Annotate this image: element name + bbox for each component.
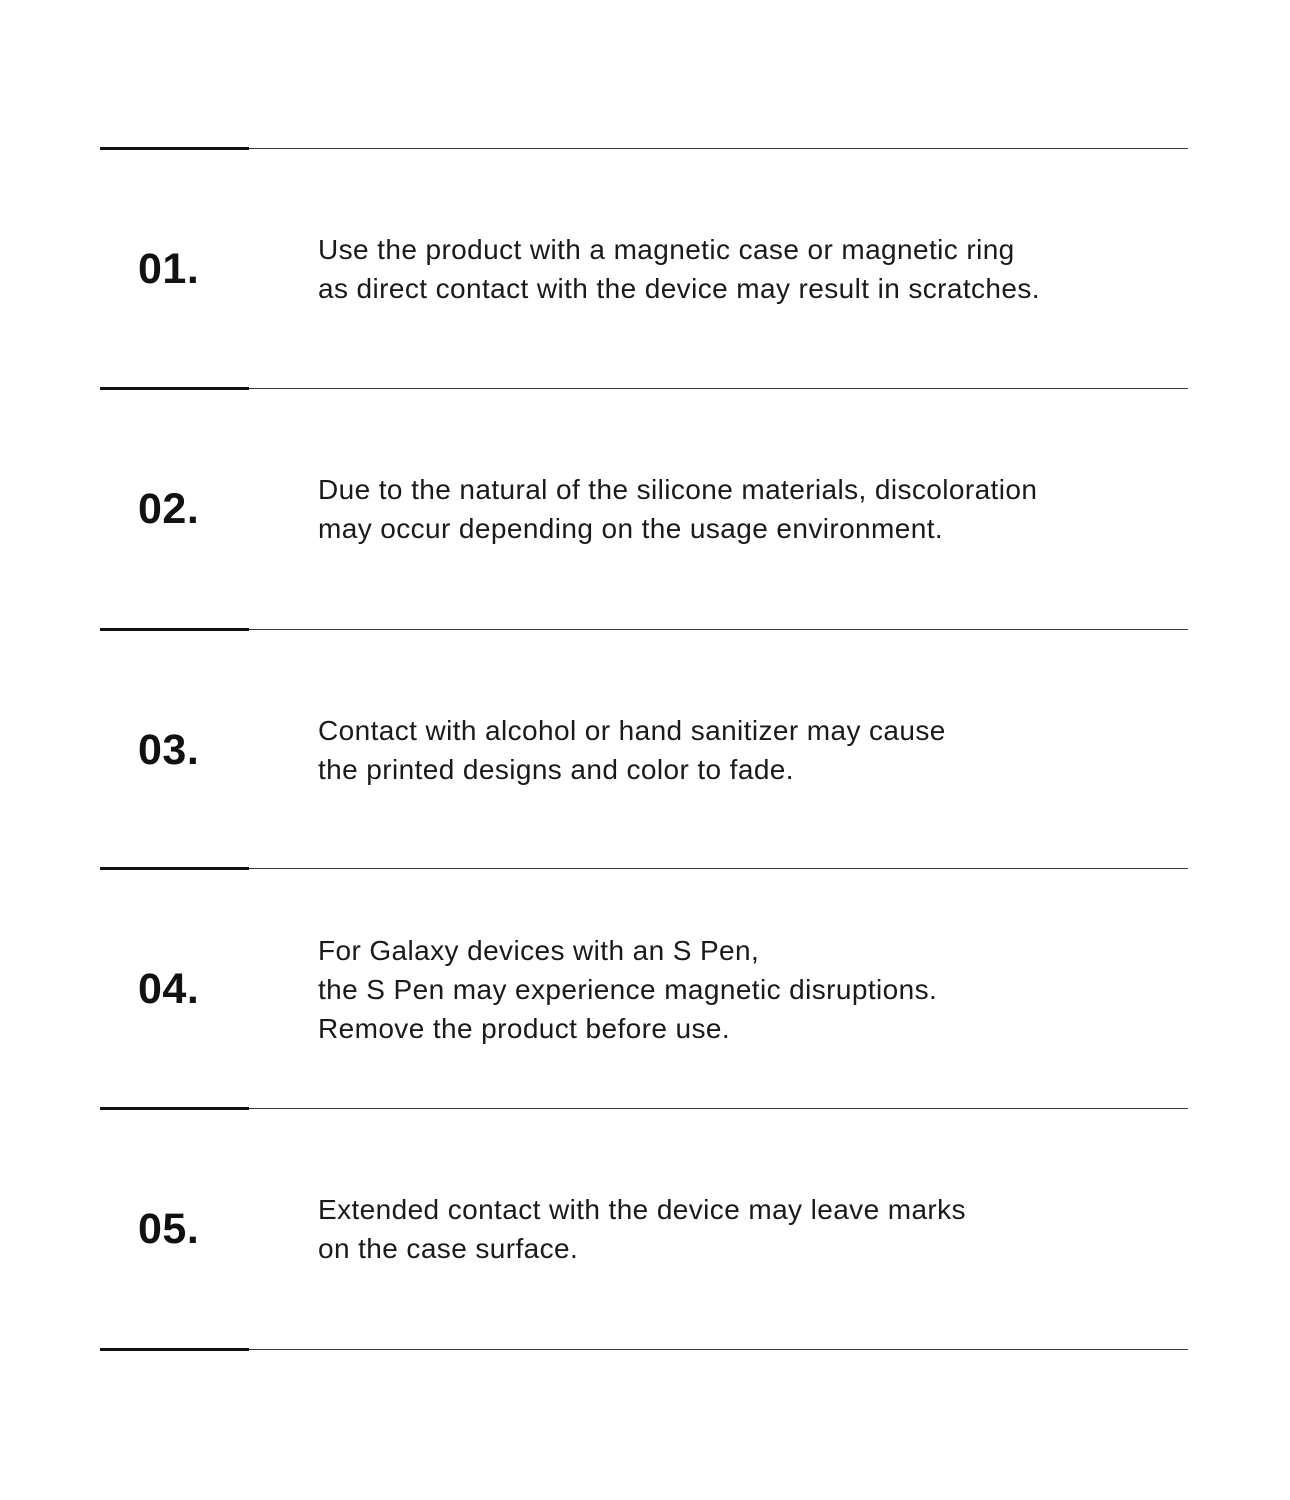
notice-item bbox=[0, 630, 1290, 870]
notice-item bbox=[0, 869, 1290, 1109]
notice-text bbox=[318, 1109, 1178, 1349]
notice-line: may occur depending on the usage environment. bbox=[318, 513, 944, 544]
notice-item bbox=[0, 1109, 1290, 1349]
notice-number: 03. bbox=[138, 725, 200, 774]
notice-line: on the case surface. bbox=[318, 1233, 579, 1264]
notice-line: Remove the product before use. bbox=[318, 1012, 731, 1044]
notice-line: Contact with alcohol or hand sanitizer may cause bbox=[318, 715, 946, 746]
divider-accent bbox=[100, 1348, 249, 1351]
notice-text bbox=[318, 630, 1178, 870]
notice-number: 04. bbox=[138, 964, 200, 1013]
notice-line: For Galaxy devices with an S Pen, bbox=[318, 934, 760, 966]
notice-text bbox=[318, 149, 1178, 389]
notice-item bbox=[0, 389, 1290, 629]
notice-line: Extended contact with the device may leave marks bbox=[318, 1194, 966, 1225]
divider bbox=[100, 1349, 1188, 1350]
notice-text bbox=[318, 389, 1178, 629]
notice-line: the printed designs and color to fade. bbox=[318, 754, 794, 785]
notice-item bbox=[0, 149, 1290, 389]
notice-number: 02. bbox=[138, 484, 200, 533]
notice-number: 01. bbox=[138, 244, 200, 293]
notice-line: Use the product with a magnetic case or magnetic ring bbox=[318, 234, 1015, 265]
notice-line: the S Pen may experience magnetic disruptions. bbox=[318, 973, 938, 1005]
notice-number: 05. bbox=[138, 1204, 200, 1253]
notice-text bbox=[318, 869, 1178, 1109]
notice-line: Due to the natural of the silicone materials, discoloration bbox=[318, 474, 1038, 505]
notice-line: as direct contact with the device may result in scratches. bbox=[318, 273, 1040, 304]
